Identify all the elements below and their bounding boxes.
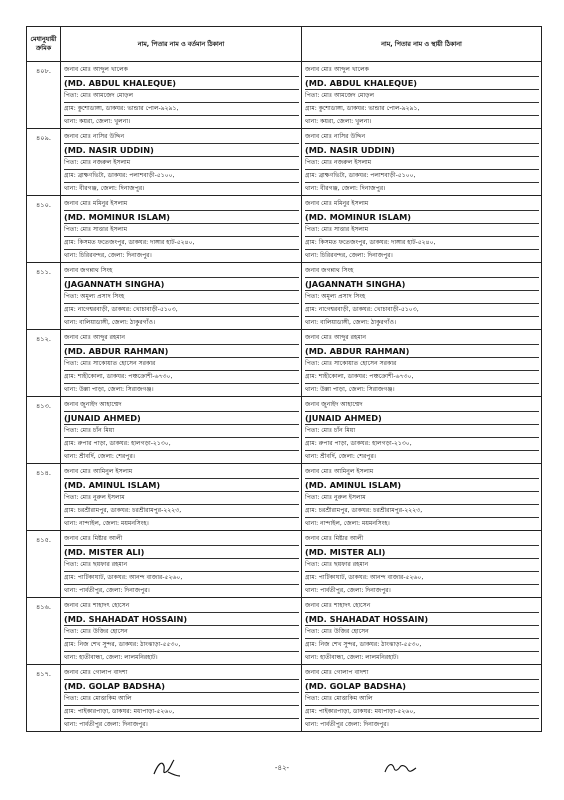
table-row (27, 330, 542, 397)
permanent-thana-district-line: থানা: উল্লা পাড়া, জেলা: সিরাজগঞ্জ। (305, 386, 395, 393)
present-english-name-line: (JAGANNATH SINGHA) (64, 278, 299, 291)
table-row (27, 598, 542, 665)
permanent-name-line: জনাব মোঃ গোলাপ বাদশা (305, 667, 539, 680)
present-thana-district-line: থানা: বালিয়াডাঙ্গী, জেলা: ঠাকুরগাঁও। (64, 319, 156, 326)
permanent-address-cell (302, 464, 542, 531)
present-father-name-line: পিতা: মোঃ আমজেদ মোড়ল (64, 90, 299, 103)
present-village-postoffice-line: গ্রাম: পাইকারপাড়া, ডাকঘর: মধ্যপাড়া-৫২৬০, (64, 706, 299, 719)
permanent-english-name-line: (MD. MISTER ALI) (305, 546, 539, 559)
serial-number: ৪০৮. (36, 67, 51, 75)
permanent-address-cell (302, 129, 542, 196)
present-father-name-line: পিতা: মোঃ উজির হোসেন (64, 626, 299, 639)
permanent-name-line: জনাব মোঃ মমিনুর ইসলাম (305, 198, 539, 211)
serial-cell (27, 129, 61, 196)
permanent-address-cell (302, 665, 542, 732)
present-name-line: জনাব মোঃ মিষ্টার আলী (64, 533, 299, 546)
permanent-thana-district-line: থানা: চিরিরবন্দর, জেলা: দিনাজপুর। (305, 252, 393, 259)
permanent-village-postoffice-line: গ্রাম: নাগেশ্বরবাড়ী, ডাকঘর: খোচাবাড়ী-৫১০৩, (305, 304, 539, 317)
permanent-english-name-line: (JUNAID AHMED) (305, 412, 539, 425)
permanent-village-postoffice-line: গ্রাম: ব্রাক্ষণভিটা, ডাকঘর: পলাশবাড়ী-৫১০০, (305, 170, 539, 183)
permanent-address-cell (302, 196, 542, 263)
permanent-father-name-line: পিতা: মোঃ চাঁন মিয়া (305, 425, 539, 438)
present-thana-district-line: থানা: পার্বতীপুর, জেলা: দিনাজপুর। (64, 587, 150, 594)
permanent-english-name-line: (MD. GOLAP BADSHA) (305, 680, 539, 693)
present-name-line: জনাব মোঃ আমিনুল ইসলাম (64, 466, 299, 479)
table-row (27, 129, 542, 196)
permanent-father-name-line: পিতা: মোঃ সাত্তার ইসলাম (305, 224, 539, 237)
present-address-column-header: নাম, পিতার নাম ও বর্তমান ঠিকানা (61, 27, 302, 62)
present-address-cell (61, 531, 302, 598)
permanent-address-cell (302, 397, 542, 464)
serial-cell (27, 196, 61, 263)
present-village-postoffice-line: গ্রাম: পাটিকাঘাট, ডাকঘর: আনন্দ বাজার-৫২৬০, (64, 572, 299, 585)
present-village-postoffice-line: গ্রাম: চরশ্রীরামপুর, ডাকঘর: চরশ্রীরামপুর-২২২৩, (64, 505, 299, 518)
table-row (27, 196, 542, 263)
permanent-address-cell (302, 62, 542, 129)
permanent-name-line: জনাব মোঃ শাহাদৎ হোসেন (305, 600, 539, 613)
permanent-thana-district-line: থানা: বালিয়াডাঙ্গী, জেলা: ঠাকুরগাঁও। (305, 319, 397, 326)
present-thana-district-line: থানা: শ্রীবর্দি, জেলা: শেরপুর। (64, 453, 135, 460)
permanent-english-name-line: (MD. AMINUL ISLAM) (305, 479, 539, 492)
serial-number: ৪১৫. (36, 536, 51, 544)
present-village-postoffice-line: গ্রাম: রুপার পাড়া, ডাকঘর: হালগড়া-২১৩০, (64, 438, 299, 451)
permanent-address-cell (302, 531, 542, 598)
signature-left (150, 754, 182, 782)
present-thana-district-line: থানা: হাতীবান্ধা, জেলা: লালমনিরহাট। (64, 654, 158, 661)
permanent-father-name-line: পিতা: মোঃ মোত্তাকিম আলি (305, 693, 539, 706)
present-english-name-line: (MD. MISTER ALI) (64, 546, 299, 559)
permanent-english-name-line: (JAGANNATH SINGHA) (305, 278, 539, 291)
present-thana-district-line: থানা: উল্লা পাড়া, জেলা: সিরাজগঞ্জ। (64, 386, 154, 393)
serial-cell (27, 464, 61, 531)
serial-number: ৪১৩. (36, 402, 51, 410)
permanent-english-name-line: (MD. SHAHADAT HOSSAIN) (305, 613, 539, 626)
present-village-postoffice-line: গ্রাম: ব্রাক্ষণভিটা, ডাকঘর: পলাশবাড়ী-৫১০০, (64, 170, 299, 183)
serial-cell (27, 598, 61, 665)
present-father-name-line: পিতা: মোঃ সাকোয়াত হোসেন সরকার (64, 358, 299, 371)
permanent-father-name-line: পিতা: মোঃ নুরুল ইসলাম (305, 492, 539, 505)
table-row (27, 62, 542, 129)
present-name-line: জনাব মোঃ আব্দুল খালেক (64, 64, 299, 77)
serial-number: ৪১০. (36, 201, 51, 209)
permanent-name-line: জনাব মোঃ আমিনুল ইসলাম (305, 466, 539, 479)
present-thana-district-line: থানা: নান্দাইল, জেলা: ময়মনসিংহ। (64, 520, 149, 527)
present-english-name-line: (MD. MOMINUR ISLAM) (64, 211, 299, 224)
present-thana-district-line: থানা: চিরিরবন্দর, জেলা: দিনাজপুর। (64, 252, 152, 259)
permanent-father-name-line: পিতা: অমূল্য প্রসাদ সিংহ (305, 291, 539, 304)
present-father-name-line: পিতা: মোঃ মোত্তাকিম আলি (64, 693, 299, 706)
table-row (27, 531, 542, 598)
serial-number: ৪০৯. (36, 134, 51, 142)
serial-number: ৪১৬. (36, 603, 51, 611)
present-name-line: জনাব জুনাইদ আহাম্মেদ (64, 399, 299, 412)
permanent-thana-district-line: থানা: কয়রা, জেলা: খুলনা। (305, 118, 372, 125)
table-header-row (27, 27, 542, 62)
present-thana-district-line: থানা: বীরগঞ্জ, জেলা: দিনাজপুর। (64, 185, 145, 192)
present-address-cell (61, 330, 302, 397)
permanent-name-line: জনাব জুনাইদ আহাম্মেদ (305, 399, 539, 412)
serial-cell (27, 531, 61, 598)
permanent-address-cell (302, 598, 542, 665)
permanent-address-cell (302, 330, 542, 397)
table-row (27, 263, 542, 330)
present-english-name-line: (JUNAID AHMED) (64, 412, 299, 425)
permanent-name-line: জনাব মোঃ মিষ্টার আলী (305, 533, 539, 546)
present-name-line: জনাব মোঃ মমিনুর ইসলাম (64, 198, 299, 211)
present-english-name-line: (MD. NASIR UDDIN) (64, 144, 299, 157)
present-father-name-line: পিতা: অমূল্য প্রসাদ সিংহ (64, 291, 299, 304)
permanent-village-postoffice-line: গ্রাম: কুশোডাঙ্গা, ডাকঘর: ভান্ডার পোল-৯২৯১, (305, 103, 539, 116)
permanent-name-line: জনাব জগন্নাথ সিংহ (305, 265, 539, 278)
permanent-village-postoffice-line: গ্রাম: শাহীকোলা, ডাকঘর: পঞ্চক্রোশী-৬৭৩০, (305, 371, 539, 384)
permanent-father-name-line: পিতা: মোঃ উজির হোসেন (305, 626, 539, 639)
present-english-name-line: (MD. AMINUL ISLAM) (64, 479, 299, 492)
permanent-village-postoffice-line: গ্রাম: পাটিকাঘাট, ডাকঘর: আনন্দ বাজার-৫২৬০, (305, 572, 539, 585)
present-address-cell (61, 196, 302, 263)
permanent-father-name-line: পিতা: মোঃ আমজেদ মোড়ল (305, 90, 539, 103)
present-address-cell (61, 665, 302, 732)
permanent-village-postoffice-line: গ্রাম: নিজ শেখ সুন্দর, ডাকঘর: ঠাংঝাড়া-৫৫৩০, (305, 639, 539, 652)
present-address-cell (61, 598, 302, 665)
table-row (27, 665, 542, 732)
permanent-father-name-line: পিতা: মোঃ নজরুল ইসলাম (305, 157, 539, 170)
permanent-english-name-line: (MD. MOMINUR ISLAM) (305, 211, 539, 224)
permanent-thana-district-line: থানা: পার্বতীপুর, জেলা: দিনাজপুর। (305, 587, 391, 594)
serial-cell (27, 397, 61, 464)
present-village-postoffice-line: গ্রাম: নিজ শেখ সুন্দর, ডাকঘর: ঠাংঝাড়া-৫৫৩০, (64, 639, 299, 652)
candidate-table (26, 26, 542, 732)
serial-number: ৪১১. (36, 268, 51, 276)
table-row (27, 397, 542, 464)
present-name-line: জনাব মোঃ নাসির উদ্দিন (64, 131, 299, 144)
permanent-village-postoffice-line: গ্রাম: রুপার পাড়া, ডাকঘর: হালগড়া-২১৩০, (305, 438, 539, 451)
present-village-postoffice-line: গ্রাম: কিসমত ফতেজংপুর, ডাকঘর: দাঙ্গার হাট-৫২৪০, (64, 237, 299, 250)
permanent-village-postoffice-line: গ্রাম: চরশ্রীরামপুর, ডাকঘর: চরশ্রীরামপুর-২২২৩, (305, 505, 539, 518)
present-address-cell (61, 263, 302, 330)
permanent-thana-district-line: থানা: শ্রীবর্দি, জেলা: শেরপুর। (305, 453, 376, 460)
serial-cell (27, 665, 61, 732)
present-name-line: জনাব মোঃ আব্দুর রহমান (64, 332, 299, 345)
serial-number: ৪১৪. (36, 469, 51, 477)
present-name-line: জনাব মোঃ গোলাপ বাদশা (64, 667, 299, 680)
present-address-cell (61, 464, 302, 531)
present-father-name-line: পিতা: মোঃ নুরুল ইসলাম (64, 492, 299, 505)
present-father-name-line: পিতা: মোঃ ছয়ফার রহমান (64, 559, 299, 572)
permanent-english-name-line: (MD. ABDUR RAHMAN) (305, 345, 539, 358)
present-english-name-line: (MD. SHAHADAT HOSSAIN) (64, 613, 299, 626)
table-row (27, 464, 542, 531)
present-address-cell (61, 397, 302, 464)
present-village-postoffice-line: গ্রাম: কুশোডাঙ্গা, ডাকঘর: ভান্ডার পোল-৯২৯১, (64, 103, 299, 116)
present-english-name-line: (MD. ABDUL KHALEQUE) (64, 77, 299, 90)
permanent-address-column-header: নাম, পিতার নাম ও স্থায়ী ঠিকানা (302, 27, 542, 62)
serial-cell (27, 263, 61, 330)
page-number: -৪২- (274, 764, 290, 772)
serial-number: ৪১২. (36, 335, 51, 343)
serial-column-header: মেধানুযায়ী ক্রমিক (27, 27, 61, 62)
serial-cell (27, 330, 61, 397)
present-father-name-line: পিতা: মোঃ চাঁন মিয়া (64, 425, 299, 438)
present-name-line: জনাব মোঃ শাহাদৎ হোসেন (64, 600, 299, 613)
permanent-thana-district-line: থানা: বীরগঞ্জ, জেলা: দিনাজপুর। (305, 185, 386, 192)
present-father-name-line: পিতা: মোঃ সাত্তার ইসলাম (64, 224, 299, 237)
permanent-village-postoffice-line: গ্রাম: পাইকারপাড়া, ডাকঘর: মধ্যপাড়া-৫২৬০, (305, 706, 539, 719)
permanent-village-postoffice-line: গ্রাম: কিসমত ফতেজংপুর, ডাকঘর: দাঙ্গার হাট-৫২৪০, (305, 237, 539, 250)
present-thana-district-line: থানা: পার্বতীপুর জেলা: দিনাজপুর। (64, 721, 148, 728)
permanent-thana-district-line: থানা: হাতীবান্ধা, জেলা: লালমনিরহাট। (305, 654, 399, 661)
permanent-father-name-line: পিতা: মোঃ ছয়ফার রহমান (305, 559, 539, 572)
page-footer (0, 748, 564, 788)
serial-number: ৪১৭. (36, 670, 51, 678)
permanent-name-line: জনাব মোঃ নাসির উদ্দিন (305, 131, 539, 144)
permanent-father-name-line: পিতা: মোঃ সাকোয়াত হোসেন সরকার (305, 358, 539, 371)
present-address-cell (61, 62, 302, 129)
present-thana-district-line: থানা: কয়রা, জেলা: খুলনা। (64, 118, 131, 125)
present-english-name-line: (MD. ABDUR RAHMAN) (64, 345, 299, 358)
serial-cell (27, 62, 61, 129)
permanent-address-cell (302, 263, 542, 330)
permanent-name-line: জনাব মোঃ আব্দুর রহমান (305, 332, 539, 345)
permanent-thana-district-line: থানা: নান্দাইল, জেলা: ময়মনসিংহ। (305, 520, 390, 527)
present-village-postoffice-line: গ্রাম: নাগেশ্বরবাড়ী, ডাকঘর: খোচাবাড়ী-৫১০৩, (64, 304, 299, 317)
present-english-name-line: (MD. GOLAP BADSHA) (64, 680, 299, 693)
present-village-postoffice-line: গ্রাম: শাহীকোলা, ডাকঘর: পঞ্চক্রোশী-৬৭৩০, (64, 371, 299, 384)
permanent-thana-district-line: থানা: পার্বতীপুর জেলা: দিনাজপুর। (305, 721, 389, 728)
permanent-english-name-line: (MD. ABDUL KHALEQUE) (305, 77, 539, 90)
signature-right (382, 758, 418, 780)
permanent-name-line: জনাব মোঃ আব্দুল খালেক (305, 64, 539, 77)
present-address-cell (61, 129, 302, 196)
permanent-english-name-line: (MD. NASIR UDDIN) (305, 144, 539, 157)
present-father-name-line: পিতা: মোঃ নজরুল ইসলাম (64, 157, 299, 170)
present-name-line: জনাব জগন্নাথ সিংহ (64, 265, 299, 278)
